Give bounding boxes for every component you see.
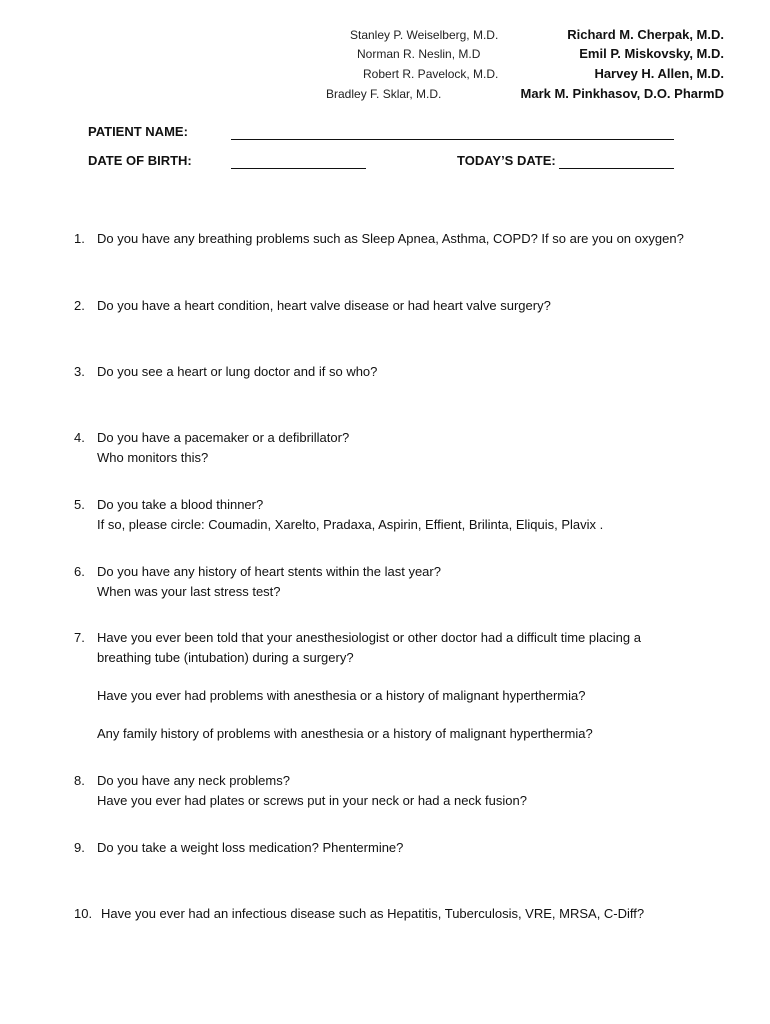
todays-date-label: TODAY’S DATE: bbox=[457, 153, 556, 168]
question-number: 4. bbox=[74, 430, 85, 445]
question-text: Do you have any neck problems? bbox=[97, 773, 290, 788]
question-text: Have you ever had an infectious disease such as Hepatitis, Tuberculosis, VRE, MRSA, C-Diff? bbox=[101, 906, 645, 921]
question-text: If so, please circle: Coumadin, Xarelto, Pradaxa, Aspirin, Effient, Brilinta, Eliquis, Plavix . bbox=[97, 517, 604, 532]
question-text: Do you have a heart condition, heart valve disease or had heart valve surgery? bbox=[97, 298, 551, 313]
doctor-name: Emil P. Miskovsky, M.D. bbox=[579, 46, 724, 61]
doctor-name: Robert R. Pavelock, M.D. bbox=[363, 67, 499, 81]
question-text: Do you have any breathing problems such as Sleep Apnea, Asthma, COPD? If so are you on oxygen? bbox=[97, 231, 684, 246]
question-text: Do you take a blood thinner? bbox=[97, 497, 264, 512]
doctor-name: Norman R. Neslin, M.D bbox=[357, 47, 481, 61]
question-number: 1. bbox=[74, 231, 85, 246]
question-text: breathing tube (intubation) during a surgery? bbox=[97, 650, 354, 665]
question-text: When was your last stress test? bbox=[97, 584, 281, 599]
question-number: 10. bbox=[74, 906, 93, 921]
date-of-birth-field[interactable] bbox=[231, 168, 366, 169]
question-text: Any family history of problems with anesthesia or a history of malignant hyperthermia? bbox=[97, 726, 593, 741]
doctor-name: Harvey H. Allen, M.D. bbox=[594, 66, 724, 81]
question-number: 5. bbox=[74, 497, 85, 512]
question-number: 6. bbox=[74, 564, 85, 579]
patient-name-label: PATIENT NAME: bbox=[88, 124, 188, 139]
date-of-birth-label: DATE OF BIRTH: bbox=[88, 153, 192, 168]
question-text: Have you ever had problems with anesthesia or a history of malignant hyperthermia? bbox=[97, 688, 586, 703]
question-number: 8. bbox=[74, 773, 85, 788]
question-text: Do you have any history of heart stents within the last year? bbox=[97, 564, 441, 579]
patient-name-field[interactable] bbox=[231, 139, 674, 140]
question-text: Have you ever been told that your anesthesiologist or other doctor had a difficult time placing a bbox=[97, 630, 641, 645]
question-number: 7. bbox=[74, 630, 85, 645]
doctor-name: Mark M. Pinkhasov, D.O. PharmD bbox=[520, 86, 724, 101]
question-number: 2. bbox=[74, 298, 85, 313]
question-text: Do you take a weight loss medication? Phentermine? bbox=[97, 840, 404, 855]
question-number: 3. bbox=[74, 364, 85, 379]
question-text: Do you have a pacemaker or a defibrillator? bbox=[97, 430, 350, 445]
todays-date-field[interactable] bbox=[559, 168, 674, 169]
doctor-name: Stanley P. Weiselberg, M.D. bbox=[350, 28, 499, 42]
doctor-name: Richard M. Cherpak, M.D. bbox=[567, 27, 724, 42]
question-text: Who monitors this? bbox=[97, 450, 209, 465]
question-text: Have you ever had plates or screws put in your neck or had a neck fusion? bbox=[97, 793, 527, 808]
question-number: 9. bbox=[74, 840, 85, 855]
question-text: Do you see a heart or lung doctor and if so who? bbox=[97, 364, 378, 379]
doctor-name: Bradley F. Sklar, M.D. bbox=[326, 87, 442, 101]
